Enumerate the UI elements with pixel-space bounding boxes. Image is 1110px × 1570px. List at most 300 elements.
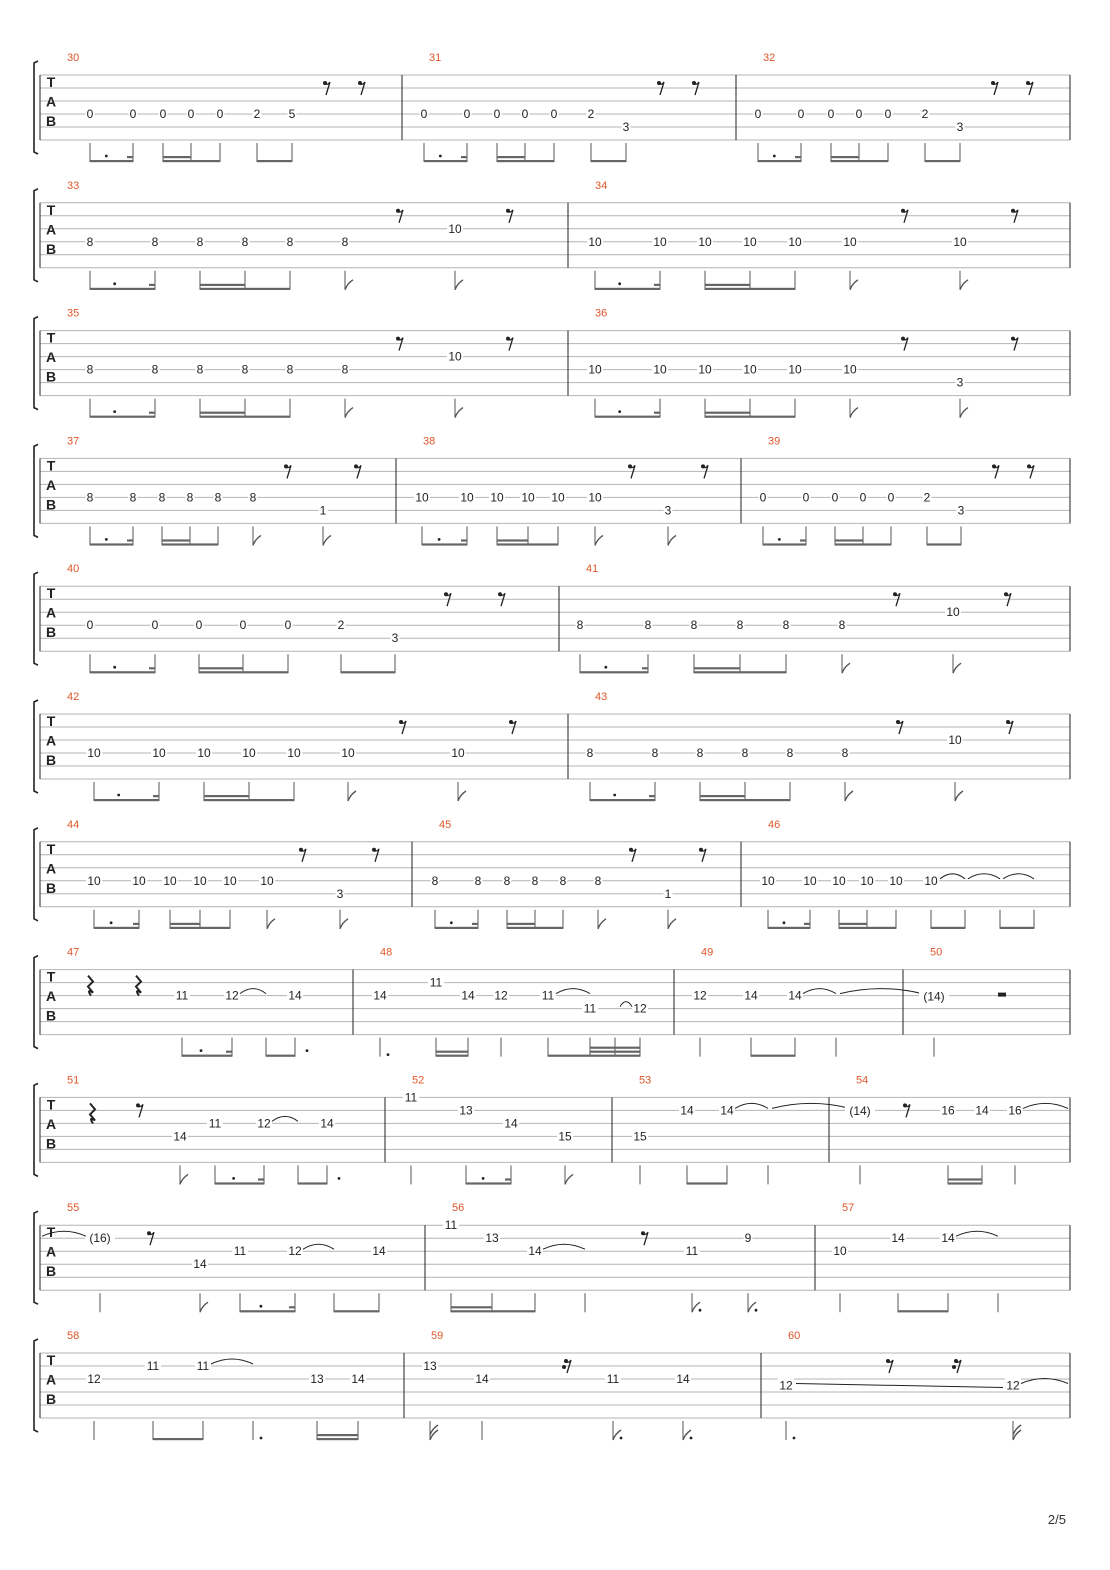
fret-number: 14 bbox=[528, 1244, 542, 1259]
note-flag bbox=[565, 1174, 573, 1184]
fret-number: 8 bbox=[644, 618, 652, 633]
tab-system bbox=[34, 52, 1070, 162]
fret-number: 10 bbox=[843, 362, 857, 377]
beam-16th-partial bbox=[149, 412, 155, 414]
fret-number: 13 bbox=[423, 1359, 437, 1373]
fret-number: 2 bbox=[923, 490, 931, 505]
fret-number: 8 bbox=[594, 873, 602, 888]
beam-16th-partial bbox=[226, 1051, 232, 1053]
fret-number: 12 bbox=[257, 1116, 271, 1131]
note-flag bbox=[253, 535, 261, 545]
fret-number: 11 bbox=[175, 988, 189, 1003]
measure bbox=[67, 52, 365, 162]
quarter-rest bbox=[136, 976, 141, 996]
fret-number: 1 bbox=[664, 886, 672, 901]
fret-number: 0 bbox=[159, 107, 167, 121]
measure bbox=[832, 1202, 998, 1312]
tie-arc bbox=[240, 989, 266, 994]
beam-16th bbox=[200, 284, 245, 286]
measure-number: 36 bbox=[595, 307, 608, 320]
beam bbox=[435, 927, 478, 929]
beam-16th bbox=[163, 156, 191, 158]
fret-number: 0 bbox=[284, 618, 292, 633]
beam bbox=[182, 1055, 232, 1057]
system-bracket bbox=[34, 700, 38, 793]
beam-16th-partial bbox=[127, 539, 133, 541]
rest bbox=[136, 976, 141, 996]
measure-number: 30 bbox=[67, 52, 80, 64]
beam bbox=[94, 927, 139, 929]
tab-label-a: A bbox=[45, 732, 57, 749]
measure bbox=[414, 435, 708, 545]
measure-number: 49 bbox=[701, 946, 714, 959]
fret-number: 8 bbox=[559, 873, 567, 888]
fret-number: 14 bbox=[680, 1103, 694, 1118]
duration-dot bbox=[482, 1177, 485, 1180]
duration-dot bbox=[618, 282, 621, 285]
beam-16th bbox=[507, 923, 535, 925]
beam-16th-partial bbox=[149, 284, 155, 286]
tab-label-a: A bbox=[45, 93, 57, 110]
fret-number: 3 bbox=[664, 503, 672, 518]
beam-16th bbox=[694, 667, 740, 669]
tie-arc bbox=[543, 1244, 585, 1249]
beam-16th bbox=[317, 1434, 358, 1436]
fret-number: 10 bbox=[163, 873, 177, 888]
fret-number: 10 bbox=[788, 234, 802, 249]
duration-dot bbox=[387, 1053, 390, 1056]
fret-number: 0 bbox=[216, 107, 224, 121]
measure-number: 59 bbox=[431, 1330, 444, 1342]
beam bbox=[768, 927, 810, 929]
tab-system bbox=[34, 563, 1070, 673]
fret-number: 14 bbox=[744, 988, 758, 1003]
fret-number: 11 bbox=[583, 1001, 597, 1016]
fret-number: 11 bbox=[404, 1090, 418, 1105]
tab-system bbox=[34, 180, 1070, 290]
fret-number: 14 bbox=[351, 1372, 365, 1386]
fret-number: 12 bbox=[494, 988, 508, 1003]
fret-number: 8 bbox=[86, 362, 94, 377]
note-flag bbox=[598, 919, 606, 929]
fret-number: 8 bbox=[214, 490, 222, 505]
beam-16th-partial bbox=[649, 795, 655, 797]
beam-16th bbox=[204, 795, 249, 797]
fret-number: 8 bbox=[431, 873, 439, 888]
beam bbox=[758, 160, 801, 162]
fret-number: 8 bbox=[474, 873, 482, 888]
duration-dot bbox=[117, 794, 120, 797]
duration-dot bbox=[439, 155, 442, 158]
measure-number: 45 bbox=[439, 818, 452, 831]
measure-number: 38 bbox=[423, 435, 436, 448]
measure bbox=[67, 1074, 340, 1184]
tie-arc bbox=[840, 989, 922, 994]
fret-number: 14 bbox=[373, 988, 387, 1003]
beam bbox=[580, 671, 648, 673]
fret-number: 0 bbox=[493, 107, 501, 121]
fret-number: 14 bbox=[788, 988, 802, 1003]
tab-label-b: B bbox=[45, 1263, 57, 1280]
fret-number: 8 bbox=[286, 234, 294, 249]
beam-16th bbox=[839, 923, 867, 925]
beam bbox=[898, 1310, 948, 1312]
fret-number: 8 bbox=[286, 362, 294, 377]
fret-number: 10 bbox=[551, 490, 565, 505]
fret-number: 12 bbox=[225, 988, 239, 1003]
fret-number: 10 bbox=[287, 746, 301, 760]
tab-system bbox=[34, 435, 1070, 545]
fret-number: 10 bbox=[415, 490, 429, 505]
fret-number: 9 bbox=[744, 1231, 752, 1246]
measure-number: 41 bbox=[586, 563, 599, 576]
measure-number: 42 bbox=[67, 691, 80, 703]
fret-number: 10 bbox=[653, 234, 667, 249]
fret-number: 8 bbox=[196, 234, 204, 249]
fret-number: 0 bbox=[129, 107, 137, 121]
beam-16th bbox=[200, 412, 245, 414]
fret-number: 11 bbox=[208, 1116, 222, 1131]
beam bbox=[831, 160, 888, 162]
measure-number: 31 bbox=[429, 52, 442, 64]
fret-number: 2 bbox=[921, 107, 929, 121]
fret-number: 10 bbox=[490, 490, 504, 505]
fret-number: 16 bbox=[941, 1103, 955, 1118]
fret-number: 8 bbox=[86, 490, 94, 505]
tab-label-t: T bbox=[46, 1096, 56, 1113]
measure-number: 43 bbox=[595, 691, 608, 703]
note-flag bbox=[458, 791, 466, 801]
beam-16th bbox=[497, 539, 528, 541]
fret-number: 11 bbox=[444, 1218, 458, 1233]
note-flag bbox=[850, 280, 858, 290]
beam bbox=[548, 1055, 640, 1057]
tab-label-t: T bbox=[46, 713, 56, 729]
beam-16th-partial bbox=[149, 667, 155, 669]
duration-dot bbox=[699, 1309, 702, 1312]
duration-dot bbox=[778, 538, 781, 541]
beam bbox=[199, 671, 288, 673]
note-flag bbox=[842, 663, 850, 673]
tie-arc bbox=[940, 874, 965, 879]
fret-number: 11 bbox=[606, 1372, 620, 1386]
fret-number: 0 bbox=[86, 618, 94, 633]
tab-label-a: A bbox=[45, 860, 57, 877]
tab-label-a: A bbox=[45, 221, 57, 238]
note-flag bbox=[960, 280, 968, 290]
fret-number: 0 bbox=[884, 107, 892, 121]
note-flag bbox=[345, 280, 353, 290]
tab-label-b: B bbox=[45, 496, 57, 513]
beam bbox=[436, 1055, 468, 1057]
fret-number: 0 bbox=[754, 107, 762, 121]
fret-number: 12 bbox=[633, 1001, 647, 1016]
beam bbox=[694, 671, 786, 673]
tie-arc bbox=[1003, 874, 1034, 879]
fret-number: (14) bbox=[849, 1104, 871, 1119]
note-flag bbox=[953, 663, 961, 673]
duration-dot bbox=[110, 921, 113, 924]
measure bbox=[778, 1330, 1068, 1440]
fret-number: 8 bbox=[736, 618, 744, 633]
fret-number: 10 bbox=[698, 234, 712, 249]
fret-number: 10 bbox=[448, 349, 462, 364]
measure-number: 32 bbox=[763, 52, 776, 64]
tab-system bbox=[34, 819, 1070, 929]
tab-label-b: B bbox=[45, 752, 57, 768]
system-bracket bbox=[34, 317, 38, 410]
tie-arc bbox=[968, 874, 1000, 879]
fret-number: 8 bbox=[196, 362, 204, 377]
beam-16th bbox=[700, 795, 745, 797]
tab-system bbox=[34, 1202, 1070, 1312]
fret-number: (16) bbox=[89, 1231, 111, 1246]
fret-number: 0 bbox=[887, 490, 895, 505]
beam bbox=[257, 160, 292, 162]
beam bbox=[90, 543, 133, 545]
fret-number: 13 bbox=[310, 1372, 324, 1386]
measure-number: 33 bbox=[67, 179, 80, 192]
fret-number: 14 bbox=[475, 1372, 489, 1386]
tab-label-t: T bbox=[46, 585, 56, 602]
note-flag bbox=[180, 1174, 188, 1184]
fret-number: 10 bbox=[341, 746, 355, 760]
fret-number: 8 bbox=[651, 746, 659, 760]
fret-number: 8 bbox=[690, 618, 698, 633]
measure bbox=[587, 180, 1018, 290]
fret-number: 11 bbox=[233, 1244, 247, 1259]
note-flag bbox=[960, 408, 968, 418]
duration-dot bbox=[613, 794, 616, 797]
beam bbox=[215, 1182, 264, 1184]
tab-label-t: T bbox=[46, 1224, 56, 1241]
measure bbox=[67, 435, 361, 545]
duration-dot bbox=[105, 155, 108, 158]
fret-number: 10 bbox=[451, 746, 465, 760]
fret-number: 14 bbox=[975, 1103, 989, 1118]
fret-number: 10 bbox=[193, 873, 207, 888]
tab-label-a: A bbox=[45, 1115, 57, 1132]
fret-number: 0 bbox=[550, 107, 558, 121]
fret-number: 10 bbox=[832, 873, 846, 888]
duration-dot bbox=[755, 1309, 758, 1312]
measure bbox=[919, 947, 1006, 1057]
duration-dot bbox=[438, 538, 441, 541]
beam-16th-partial bbox=[654, 412, 660, 414]
fret-number: 16 bbox=[1008, 1103, 1022, 1118]
measure bbox=[67, 180, 513, 290]
fret-number: 0 bbox=[239, 618, 247, 633]
fret-number: (14) bbox=[923, 989, 945, 1004]
beam bbox=[925, 160, 960, 162]
fret-number: 14 bbox=[193, 1257, 207, 1272]
fret-number: 0 bbox=[827, 107, 835, 121]
tab-label-a: A bbox=[45, 1243, 57, 1260]
measure bbox=[576, 563, 1012, 673]
system-bracket bbox=[34, 1211, 38, 1304]
beam bbox=[590, 799, 655, 801]
fret-number: 10 bbox=[87, 746, 101, 760]
measure-number: 34 bbox=[595, 179, 608, 192]
fret-number: 8 bbox=[696, 746, 704, 760]
fret-number: 10 bbox=[833, 1244, 847, 1259]
fret-number: 14 bbox=[676, 1372, 690, 1386]
duration-dot bbox=[604, 666, 607, 669]
fret-number: 11 bbox=[541, 988, 555, 1003]
fret-number: 0 bbox=[759, 490, 767, 505]
beam bbox=[451, 1310, 535, 1312]
half-rest bbox=[998, 993, 1006, 997]
note-flag bbox=[955, 791, 963, 801]
measure-number: 40 bbox=[67, 563, 80, 576]
fret-number: 14 bbox=[504, 1116, 518, 1131]
system-bracket bbox=[34, 61, 38, 154]
measure-number: 58 bbox=[67, 1330, 80, 1342]
duration-dot bbox=[620, 1437, 623, 1440]
tab-system bbox=[34, 308, 1070, 418]
duration-dot bbox=[105, 538, 108, 541]
beam bbox=[200, 288, 290, 290]
fret-number: 8 bbox=[186, 490, 194, 505]
beam bbox=[424, 160, 467, 162]
beam bbox=[839, 927, 896, 929]
beam bbox=[687, 1182, 727, 1184]
measure-number: 50 bbox=[930, 946, 943, 959]
tab-label-b: B bbox=[45, 879, 57, 896]
duration-dot bbox=[338, 1177, 341, 1180]
duration-dot bbox=[690, 1437, 693, 1440]
fret-number: 1 bbox=[319, 503, 327, 518]
beam bbox=[334, 1310, 379, 1312]
measure-number: 53 bbox=[639, 1074, 652, 1087]
tab-label-t: T bbox=[46, 968, 56, 985]
beam-16th-partial bbox=[804, 923, 810, 925]
fret-number: 8 bbox=[241, 362, 249, 377]
fret-number: 8 bbox=[503, 873, 511, 888]
fret-number: 3 bbox=[336, 886, 344, 901]
fret-number: 0 bbox=[855, 107, 863, 121]
beam bbox=[591, 160, 626, 162]
note-flag bbox=[455, 280, 463, 290]
fret-number: 10 bbox=[588, 362, 602, 377]
fret-number: 0 bbox=[195, 618, 203, 633]
system-bracket bbox=[34, 828, 38, 921]
fret-number: 8 bbox=[341, 362, 349, 377]
tab-label-b: B bbox=[45, 1135, 57, 1152]
tab-system bbox=[34, 947, 1070, 1057]
measure-number: 60 bbox=[788, 1330, 801, 1342]
beam-16th bbox=[835, 539, 863, 541]
beam-16th-partial bbox=[258, 1178, 264, 1180]
beam-16th-partial bbox=[461, 539, 467, 541]
fret-number: 10 bbox=[521, 490, 535, 505]
beam bbox=[162, 543, 218, 545]
rest bbox=[88, 976, 93, 996]
tie-arc bbox=[272, 1116, 298, 1121]
tab-label-b: B bbox=[45, 113, 57, 129]
note-flag bbox=[345, 408, 353, 418]
fret-number: 14 bbox=[461, 988, 475, 1003]
fret-number: 2 bbox=[337, 618, 345, 633]
tie-arc bbox=[211, 1359, 253, 1364]
fret-number: 10 bbox=[953, 234, 967, 249]
tab-label-b: B bbox=[45, 368, 57, 385]
measure-number: 55 bbox=[67, 1202, 80, 1215]
measure-number: 52 bbox=[412, 1074, 425, 1087]
beam-16th bbox=[948, 1178, 982, 1180]
measure bbox=[759, 435, 1035, 545]
note-flag bbox=[340, 919, 348, 929]
beam bbox=[497, 543, 558, 545]
measure bbox=[586, 691, 1014, 801]
duration-dot bbox=[260, 1437, 263, 1440]
fret-number: 5 bbox=[288, 107, 296, 121]
beam bbox=[90, 416, 155, 418]
fret-number: 0 bbox=[463, 107, 471, 121]
measure bbox=[67, 819, 379, 929]
fret-number: 8 bbox=[741, 746, 749, 760]
beam-16th-partial bbox=[472, 923, 478, 925]
beam bbox=[751, 1055, 795, 1057]
measure bbox=[443, 1202, 757, 1312]
rest-head bbox=[562, 1365, 566, 1369]
fret-number: 0 bbox=[859, 490, 867, 505]
duration-dot bbox=[232, 1177, 235, 1180]
measure bbox=[67, 308, 513, 418]
fret-number: 8 bbox=[249, 490, 257, 505]
beam-16th-partial bbox=[133, 923, 139, 925]
fret-number: 8 bbox=[531, 873, 539, 888]
system-bracket bbox=[34, 1339, 38, 1432]
fret-number: 14 bbox=[320, 1116, 334, 1131]
duration-dot bbox=[113, 410, 116, 413]
measure-number: 46 bbox=[768, 818, 781, 831]
beam bbox=[153, 1438, 203, 1440]
fret-number: 3 bbox=[391, 631, 399, 646]
beam bbox=[763, 543, 806, 545]
fret-number: 11 bbox=[685, 1244, 699, 1259]
fret-number: 10 bbox=[803, 873, 817, 888]
beam bbox=[595, 416, 660, 418]
tie-arc bbox=[303, 1244, 334, 1249]
fret-number: 8 bbox=[586, 746, 594, 760]
beam bbox=[595, 288, 660, 290]
note-flag bbox=[668, 535, 676, 545]
fret-number: 14 bbox=[941, 1231, 955, 1246]
duration-dot bbox=[783, 921, 786, 924]
fret-number: 12 bbox=[1006, 1378, 1020, 1393]
duration-dot bbox=[113, 666, 116, 669]
measure bbox=[67, 947, 308, 1057]
beam bbox=[1000, 927, 1034, 929]
fret-number: 11 bbox=[196, 1359, 210, 1373]
beam bbox=[204, 799, 294, 801]
fret-number: 10 bbox=[946, 605, 960, 620]
tab-system bbox=[34, 1330, 1070, 1440]
note-flag bbox=[200, 1302, 208, 1312]
beam bbox=[927, 543, 961, 545]
fret-number: 12 bbox=[87, 1372, 101, 1386]
beam-16th-partial bbox=[153, 795, 159, 797]
fret-number: 10 bbox=[924, 873, 938, 888]
duration-dot bbox=[793, 1437, 796, 1440]
tie-arc bbox=[956, 1231, 998, 1236]
note-flag bbox=[455, 408, 463, 418]
beam bbox=[705, 416, 795, 418]
fret-number: 0 bbox=[151, 618, 159, 633]
duration-dot bbox=[306, 1049, 309, 1052]
measure bbox=[760, 819, 1034, 929]
